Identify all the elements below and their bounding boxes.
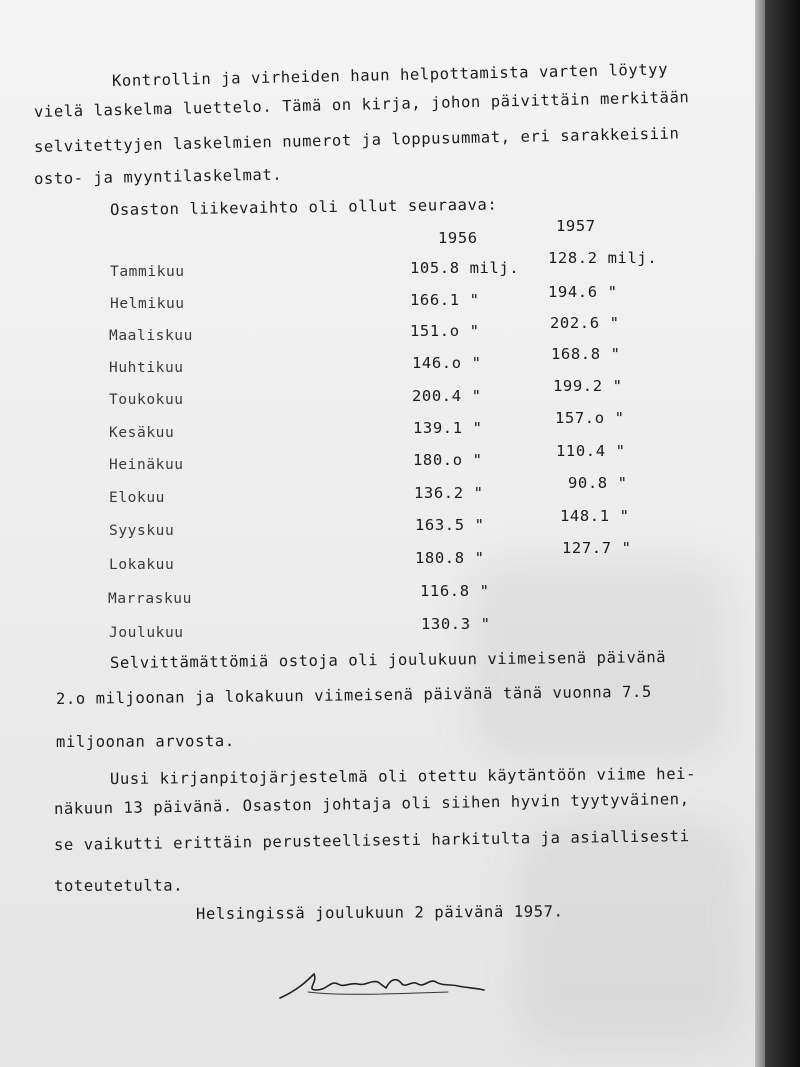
closing-place-date: Helsingissä joulukuun 2 päivänä 1957.: [195, 902, 564, 923]
value-1957: 199.2 ": [553, 377, 623, 395]
value-1956: 151.o ": [410, 322, 480, 340]
month-label: Joulukuu: [109, 625, 184, 641]
value-1957: 148.1 ": [560, 507, 630, 525]
month-label: Tammikuu: [110, 264, 185, 280]
year-header-1956: 1956: [438, 229, 478, 247]
paragraph2-line: Selvittämättömiä ostoja oli joulukuun viimeisenä päivänä: [109, 648, 667, 672]
value-1957: 202.6 ": [550, 314, 620, 332]
year-header-1957: 1957: [556, 217, 596, 235]
value-1957: 127.7 ": [562, 539, 632, 557]
month-label: Lokakuu: [109, 557, 175, 573]
paragraph2-line: 2.o miljoonan ja lokakuun viimeisenä päivänä tänä vuonna 7.5: [55, 682, 652, 708]
value-1957: 110.4 ": [556, 442, 626, 460]
month-label: Toukokuu: [109, 392, 184, 408]
month-label: Syyskuu: [109, 523, 175, 539]
paragraph3-line: se vaikutti erittäin perusteellisesti harkitulta ja asiallisesti: [53, 827, 690, 854]
value-1957: 90.8 ": [568, 474, 628, 492]
paragraph2-line: miljoonan arvosta.: [55, 732, 235, 751]
month-label: Kesäkuu: [109, 425, 175, 441]
value-1956: 200.4 ": [412, 387, 482, 405]
paragraph1-line: osto- ja myyntilaskelmat.: [33, 165, 283, 188]
handwritten-signature: [278, 966, 488, 1006]
paragraph1-line: vielä laskelma luettelo. Tämä on kirja, johon päivittäin merkitään: [33, 88, 690, 121]
month-label: Heinäkuu: [109, 457, 184, 473]
value-1956: 130.3 ": [421, 615, 491, 633]
shadow-blot: [520, 820, 740, 1040]
value-1957: 168.8 ": [551, 345, 621, 363]
value-1956: 146.o ": [412, 354, 482, 372]
value-1956: 105.8 milj.: [410, 259, 520, 277]
value-1956: 163.5 ": [415, 516, 485, 534]
paragraph3-line: Uusi kirjanpitojärjestelmä oli otettu käytäntöön viime hei-: [109, 764, 697, 788]
paragraph1-line: Kontrollin ja virheiden haun helpottamista varten löytyy: [111, 60, 669, 90]
value-1956: 139.1 ": [413, 419, 483, 437]
month-label: Huhtikuu: [109, 360, 184, 376]
paragraph3-line: toteutetulta.: [53, 876, 184, 895]
month-label: Elokuu: [109, 490, 165, 506]
value-1956: 180.o ": [413, 451, 483, 469]
value-1957: 194.6 ": [548, 283, 618, 301]
value-1956: 116.8 ": [420, 582, 490, 600]
month-label: Marraskuu: [108, 591, 192, 607]
paragraph1-line: selvitettyjen laskelmien numerot ja loppusummat, eri sarakkeisiin: [33, 124, 680, 156]
background-edge: [765, 0, 800, 1067]
paragraph3-line: näkuun 13 päivänä. Osaston johtaja oli siihen hyvin tyytyväinen,: [53, 790, 690, 818]
page-edge: [755, 0, 765, 1067]
value-1956: 180.8 ": [415, 549, 485, 567]
value-1957: 157.o ": [555, 409, 625, 427]
month-label: Maaliskuu: [109, 328, 193, 344]
value-1957: 128.2 milj.: [548, 249, 658, 267]
table-intro: Osaston liikevaihto oli ollut seuraava:: [109, 195, 498, 219]
value-1956: 136.2 ": [414, 484, 484, 502]
value-1956: 166.1 ": [410, 291, 480, 309]
month-label: Helmikuu: [110, 296, 185, 312]
